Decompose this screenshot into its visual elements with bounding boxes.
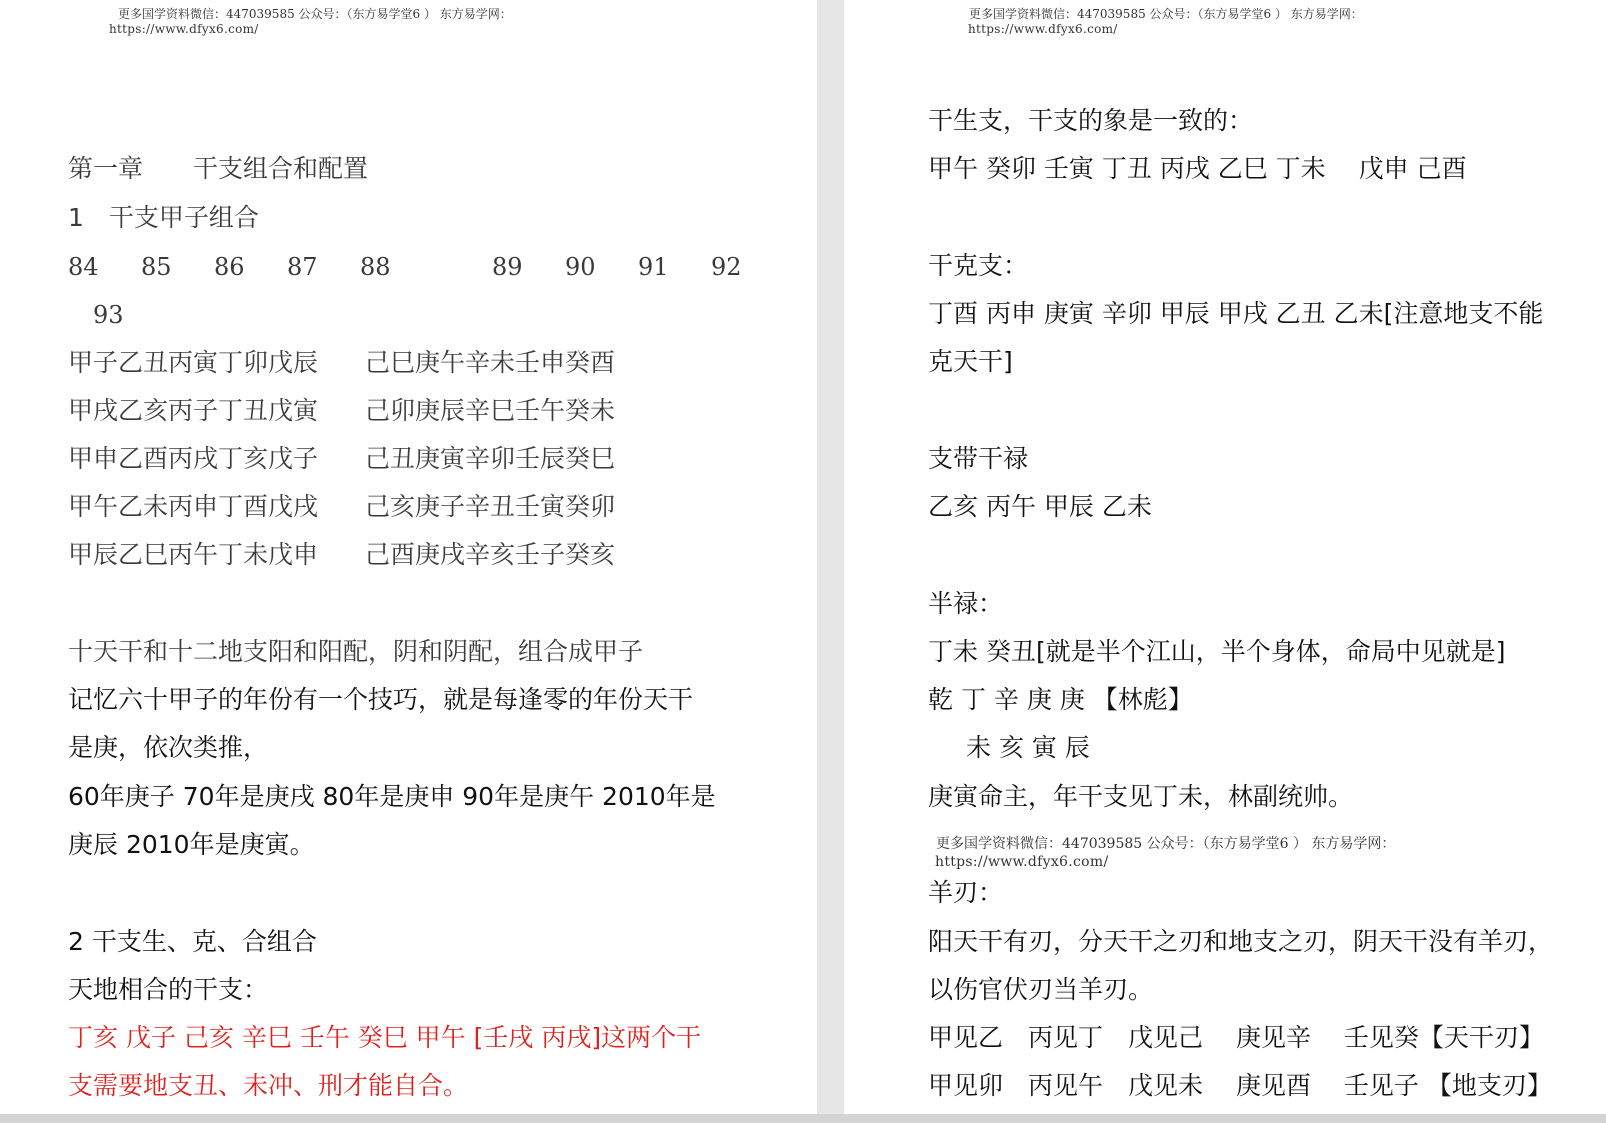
header-line-2: https://www.dfyx6.com/ xyxy=(109,22,259,36)
year-label: 90 xyxy=(565,253,596,281)
paragraph: 庚辰 2010年是庚寅。 xyxy=(68,830,315,859)
year-label: 84 xyxy=(68,253,99,281)
chapter-title: 第一章 干支组合和配置 xyxy=(68,154,369,183)
paragraph: 以伤官伏刃当羊刃。 xyxy=(928,975,1154,1004)
paragraph: 是庚，依次类推， xyxy=(68,733,269,762)
year-label: 87 xyxy=(287,253,318,281)
jiazi-row xyxy=(68,539,615,573)
jiazi-cell: 己酉庚戌辛亥壬子癸亥 xyxy=(365,540,616,569)
jiazi-cell: 己巳庚午辛未壬申癸酉 xyxy=(365,348,616,377)
section-title-2: 2 干支生、克、合组合 xyxy=(68,927,317,956)
section-heading: 半禄： xyxy=(928,589,1004,618)
jiazi-cell: 甲午乙未丙申丁酉戊戌 xyxy=(68,492,319,521)
jiazi-cell: 甲戌乙亥丙子丁丑戊寅 xyxy=(68,396,319,425)
paragraph: 甲午 癸卯 壬寅 丁丑 丙戌 乙巳 丁未 戊申 己酉 xyxy=(928,154,1467,183)
year-label: 92 xyxy=(711,253,742,281)
header-line-2: https://www.dfyx6.com/ xyxy=(935,854,1109,870)
jiazi-cell: 甲申乙酉丙戌丁亥戊子 xyxy=(68,444,319,473)
jiazi-cell: 己卯庚辰辛巳壬午癸未 xyxy=(365,396,616,425)
paragraph: 甲见乙 丙见丁 戊见己 庚见辛 壬见癸【天干刃】 xyxy=(928,1023,1544,1052)
section-heading: 支带干禄 xyxy=(928,444,1029,473)
section-heading: 干生支，干支的象是一致的： xyxy=(928,106,1254,135)
jiazi-cell: 甲辰乙巳丙午丁未戊申 xyxy=(68,540,319,569)
years-row-wrap xyxy=(93,299,124,333)
paragraph: 乙亥 丙午 甲辰 乙未 xyxy=(928,492,1152,521)
header-line-1: 更多国学资料微信：447039585 公众号：（东方易学堂6 ） 东方易学网： xyxy=(118,7,512,21)
paragraph: 记忆六十甲子的年份有一个技巧，就是每逢零的年份天干 xyxy=(68,685,694,714)
year-label: 91 xyxy=(638,253,669,281)
jiazi-row xyxy=(68,395,615,429)
paragraph: 乾 丁 辛 庚 庚 【林彪】 xyxy=(928,685,1193,714)
paragraph: 阳天干有刃，分天干之刃和地支之刃，阴天干没有羊刃， xyxy=(928,927,1554,956)
paragraph: 未 亥 寅 辰 xyxy=(966,733,1090,762)
page-header xyxy=(936,835,1395,871)
document-page-right[interactable] xyxy=(844,0,1606,1114)
paragraph: 60年庚子 70年是庚戌 80年是庚申 90年是庚午 2010年是 xyxy=(68,782,716,811)
header-line-1: 更多国学资料微信：447039585 公众号：（东方易学堂6 ） 东方易学网： xyxy=(969,7,1363,21)
jiazi-cell: 己亥庚子辛丑壬寅癸卯 xyxy=(365,492,616,521)
section-title-1: 1 干支甲子组合 xyxy=(68,203,259,232)
year-label: 88 xyxy=(360,253,391,281)
jiazi-row xyxy=(68,443,615,477)
highlight-text: 丁亥 戊子 己亥 辛巳 壬午 癸巳 甲午 [壬戌 丙戌]这两个干 xyxy=(68,1023,702,1052)
paragraph: 克天干] xyxy=(928,347,1013,376)
years-row xyxy=(68,251,742,285)
paragraph: 天地相合的干支： xyxy=(68,975,269,1004)
highlight-text: 支需要地支丑、未冲、刑才能自合。 xyxy=(68,1071,469,1100)
jiazi-cell: 己丑庚寅辛卯壬辰癸巳 xyxy=(365,444,616,473)
paragraph: 十天干和十二地支阳和阳配，阴和阴配，组合成甲子 xyxy=(68,637,644,666)
paragraph: 丁未 癸丑[就是半个江山，半个身体，命局中见就是] xyxy=(928,637,1506,666)
page-header xyxy=(109,7,512,37)
bottom-scrollbar[interactable] xyxy=(0,1114,1606,1123)
jiazi-row xyxy=(68,347,615,381)
header-line-2: https://www.dfyx6.com/ xyxy=(968,22,1118,36)
section-heading: 羊刃： xyxy=(928,878,1004,907)
page-header xyxy=(969,7,1363,37)
header-line-1: 更多国学资料微信：447039585 公众号：（东方易学堂6 ） 东方易学网： xyxy=(936,836,1396,852)
paragraph: 丁酉 丙申 庚寅 辛卯 甲辰 甲戌 乙丑 乙未[注意地支不能 xyxy=(928,299,1544,328)
jiazi-cell: 甲子乙丑丙寅丁卯戊辰 xyxy=(68,348,319,377)
year-label: 85 xyxy=(141,253,172,281)
section-heading: 干克支： xyxy=(928,251,1029,280)
year-label: 86 xyxy=(214,253,245,281)
jiazi-row xyxy=(68,491,615,525)
year-label: 89 xyxy=(492,253,523,281)
paragraph: 甲见卯 丙见午 戊见未 庚见酉 壬见子 【地支刃】 xyxy=(928,1071,1552,1100)
year-label: 93 xyxy=(93,301,124,329)
paragraph: 庚寅命主，年干支见丁未，林副统帅。 xyxy=(928,782,1354,811)
